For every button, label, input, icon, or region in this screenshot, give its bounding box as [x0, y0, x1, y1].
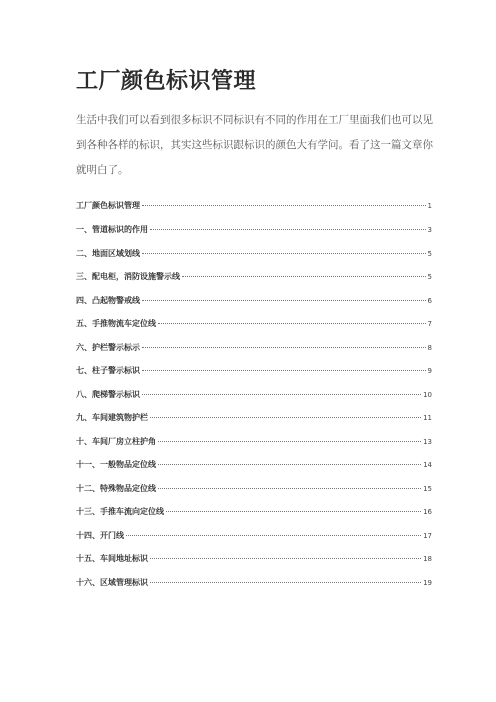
toc-dot-leader [158, 441, 421, 442]
toc-entry-label: 十一、一般物品定位线 [76, 460, 156, 469]
toc-entry-label: 四、凸起物警戒线 [76, 295, 140, 305]
toc-entry[interactable] [76, 412, 432, 436]
toc-dot-leader [166, 511, 421, 512]
toc-entry-label: 十五、车间地址标识 [76, 554, 148, 563]
toc-entry[interactable] [76, 577, 432, 601]
toc-page-number: 18 [423, 555, 432, 563]
toc-entry-label: 五、手推物流车定位线 [76, 319, 156, 328]
toc-entry[interactable] [76, 506, 432, 530]
toc-entry-label: 十、车间厂房立柱护角 [76, 436, 156, 446]
toc-dot-leader [142, 253, 426, 254]
toc-page-number: 14 [423, 461, 432, 469]
toc-dot-leader [150, 582, 421, 583]
toc-page-number: 10 [423, 390, 432, 399]
toc-entry[interactable] [76, 553, 432, 577]
toc-entry-label: 一、管道标识的作用 [76, 225, 148, 234]
toc-page-number: 15 [423, 484, 432, 493]
toc-entry[interactable] [76, 389, 432, 413]
toc-entry[interactable] [76, 248, 432, 272]
intro-paragraph: 生活中我们可以看到很多标识不同标识有不同的作用在工厂里面我们也可以见到各种各样的标识，其实这些标识跟标识的颜色大有学问。看了这一篇文章你就明白了。 [76, 114, 433, 176]
toc-dot-leader [150, 229, 426, 230]
toc-dot-leader [182, 276, 426, 277]
toc-page-number: 6 [427, 296, 432, 305]
toc-entry-label: 九、车间建筑物护栏 [76, 413, 148, 422]
toc-entry-label: 三、配电柜，消防设施警示线 [76, 272, 180, 281]
toc-entry[interactable] [76, 530, 432, 554]
toc-entry-label: 十三、手推车流向定位线 [76, 507, 164, 516]
toc-entry-label: 十四、开门线 [76, 530, 124, 540]
toc-dot-leader [158, 464, 421, 465]
toc-dot-leader [142, 394, 421, 395]
toc-page-number: 8 [427, 343, 432, 352]
document-title: 工厂颜色标识管理 [76, 69, 257, 94]
toc-entry[interactable] [76, 318, 432, 342]
table-of-contents [76, 200, 432, 600]
toc-page-number: 5 [427, 273, 432, 281]
toc-page-number: 1 [427, 202, 432, 210]
toc-entry[interactable] [76, 459, 432, 483]
toc-entry-label: 二、地面区域划线 [76, 248, 140, 258]
toc-entry[interactable] [76, 271, 432, 295]
toc-entry[interactable] [76, 365, 432, 389]
toc-dot-leader [142, 370, 426, 371]
toc-entry-label: 六、护栏警示标示 [76, 342, 140, 352]
toc-entry-label: 八、爬梯警示标识 [76, 389, 140, 399]
toc-dot-leader [142, 347, 426, 348]
toc-page-number: 13 [423, 437, 432, 446]
toc-dot-leader [150, 558, 421, 559]
toc-entry-label: 工厂颜色标识管理 [76, 201, 140, 210]
toc-dot-leader [126, 535, 421, 536]
toc-page-number: 5 [427, 249, 432, 258]
toc-page-number: 7 [427, 320, 432, 328]
toc-entry-label: 七、柱子警示标识 [76, 366, 140, 375]
toc-page-number: 16 [423, 508, 432, 516]
toc-entry-label: 十六、区域管理标识 [76, 577, 148, 587]
toc-dot-leader [150, 417, 421, 418]
toc-entry[interactable] [76, 483, 432, 507]
toc-dot-leader [158, 323, 426, 324]
toc-entry-label: 十二、特殊物品定位线 [76, 483, 156, 493]
toc-page-number: 3 [427, 226, 432, 234]
toc-dot-leader [142, 300, 426, 301]
toc-entry[interactable] [76, 342, 432, 366]
toc-entry[interactable] [76, 295, 432, 319]
toc-dot-leader [142, 205, 426, 206]
toc-page-number: 19 [423, 578, 432, 587]
toc-entry[interactable] [76, 436, 432, 460]
toc-dot-leader [158, 488, 421, 489]
toc-page-number: 17 [423, 531, 432, 540]
toc-page-number: 11 [423, 414, 432, 422]
toc-entry[interactable] [76, 224, 432, 248]
toc-page-number: 9 [427, 367, 432, 375]
toc-entry[interactable] [76, 200, 432, 224]
